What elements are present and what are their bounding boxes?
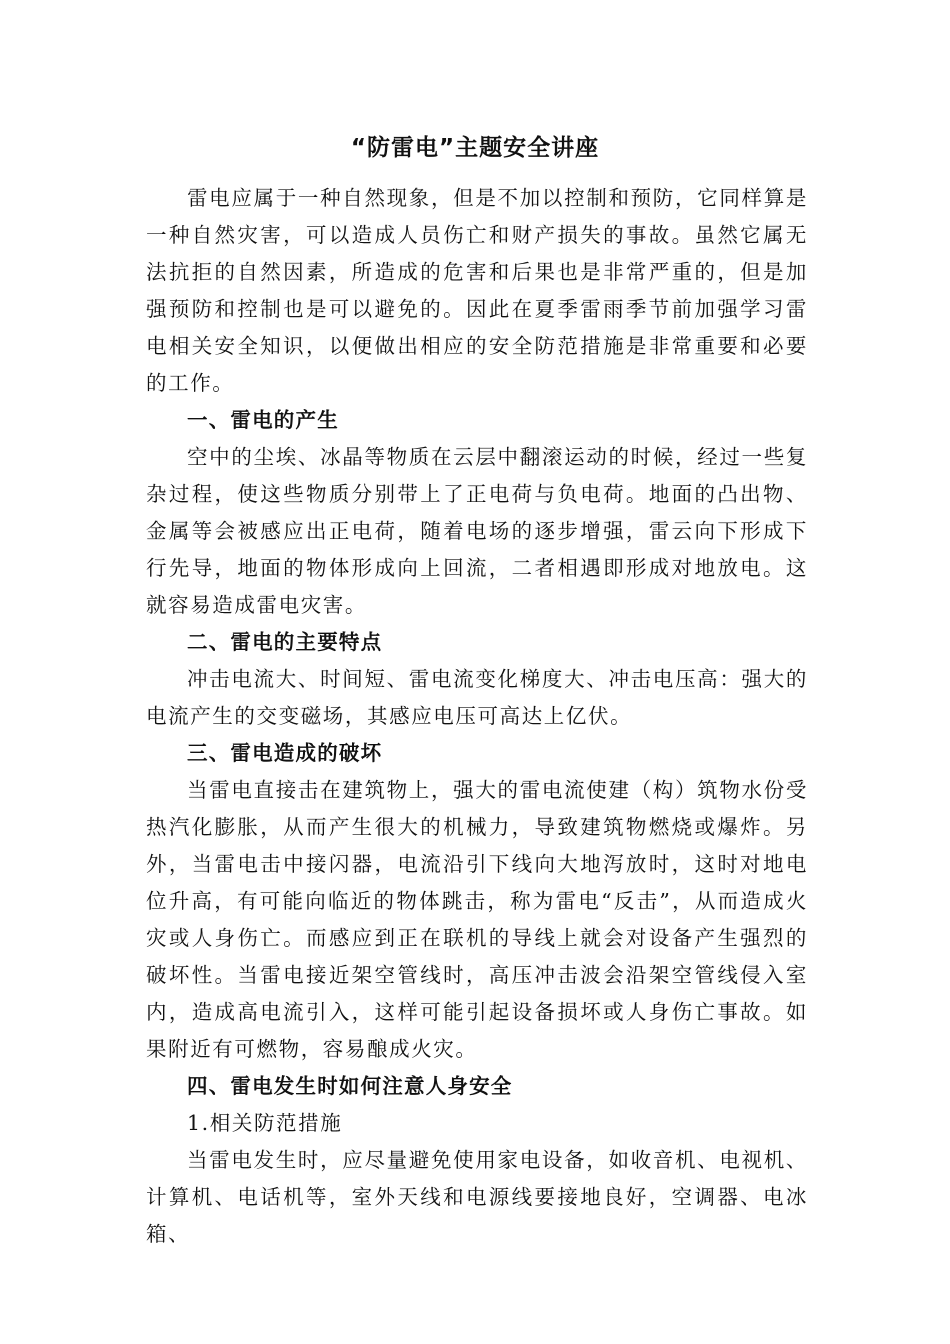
section-paragraph: 当雷电直接击在建筑物上，强大的雷电流使建（构）筑物水份受热汽化膨胀，从而产生很大的机械力，导致建筑物燃烧或爆炸。另外，当雷电击中接闪器，电流沿引下线向大地泻放时，这时对地电位升高，有可能向临近的物体跳击，称为雷电“反击”，从而造成火灾或人身伤亡。而感应到正在联机的导线上就会对设备产生强烈的破坏性。当雷电接近架空管线时，高压冲击波会沿架空管线侵入室内，造成高电流引入，这样可能引起设备损坏或人身伤亡事故。如果附近有可燃物，容易酿成火灾。: [146, 778, 808, 1061]
section-heading: 三、雷电造成的破坏: [187, 741, 383, 765]
intro-paragraph: 雷电应属于一种自然现象，但是不加以控制和预防，它同样算是一种自然灾害，可以造成人员伤亡和财产损失的事故。虽然它属无法抗拒的自然因素，所造成的危害和后果也是非常严重的，但是加强预防和控制也是可以避免的。因此在夏季雷雨季节前加强学习雷电相关安全知识，以便做出相应的安全防范措施是非常重要和必要的工作。: [146, 186, 808, 395]
section-paragraph: 当雷电发生时，应尽量避免使用家电设备，如收音机、电视机、计算机、电话机等，室外天线和电源线要接地良好，空调器、电冰箱、: [146, 1148, 808, 1246]
section-paragraph: 冲击电流大、时间短、雷电流变化梯度大、冲击电压高：强大的电流产生的交变磁场，其感应电压可高达上亿伏。: [146, 667, 808, 728]
document-body: [146, 180, 808, 1253]
section-paragraph: 空中的尘埃、冰晶等物质在云层中翻滚运动的时候，经过一些复杂过程，使这些物质分别带上了正电荷与负电荷。地面的凸出物、金属等会被感应出正电荷，随着电场的逐步增强，雷云向下形成下行先导，地面的物体形成向上回流，二者相遇即形成对地放电。这就容易造成雷电灾害。: [146, 445, 808, 617]
section-heading: 二、雷电的主要特点: [187, 630, 383, 654]
document-title: “防雷电”主题安全讲座: [350, 135, 600, 161]
section-heading: 一、雷电的产生: [187, 408, 339, 432]
section-heading: 四、雷电发生时如何注意人身安全: [187, 1074, 513, 1098]
subsection-heading: 1.相关防范措施: [187, 1111, 343, 1135]
